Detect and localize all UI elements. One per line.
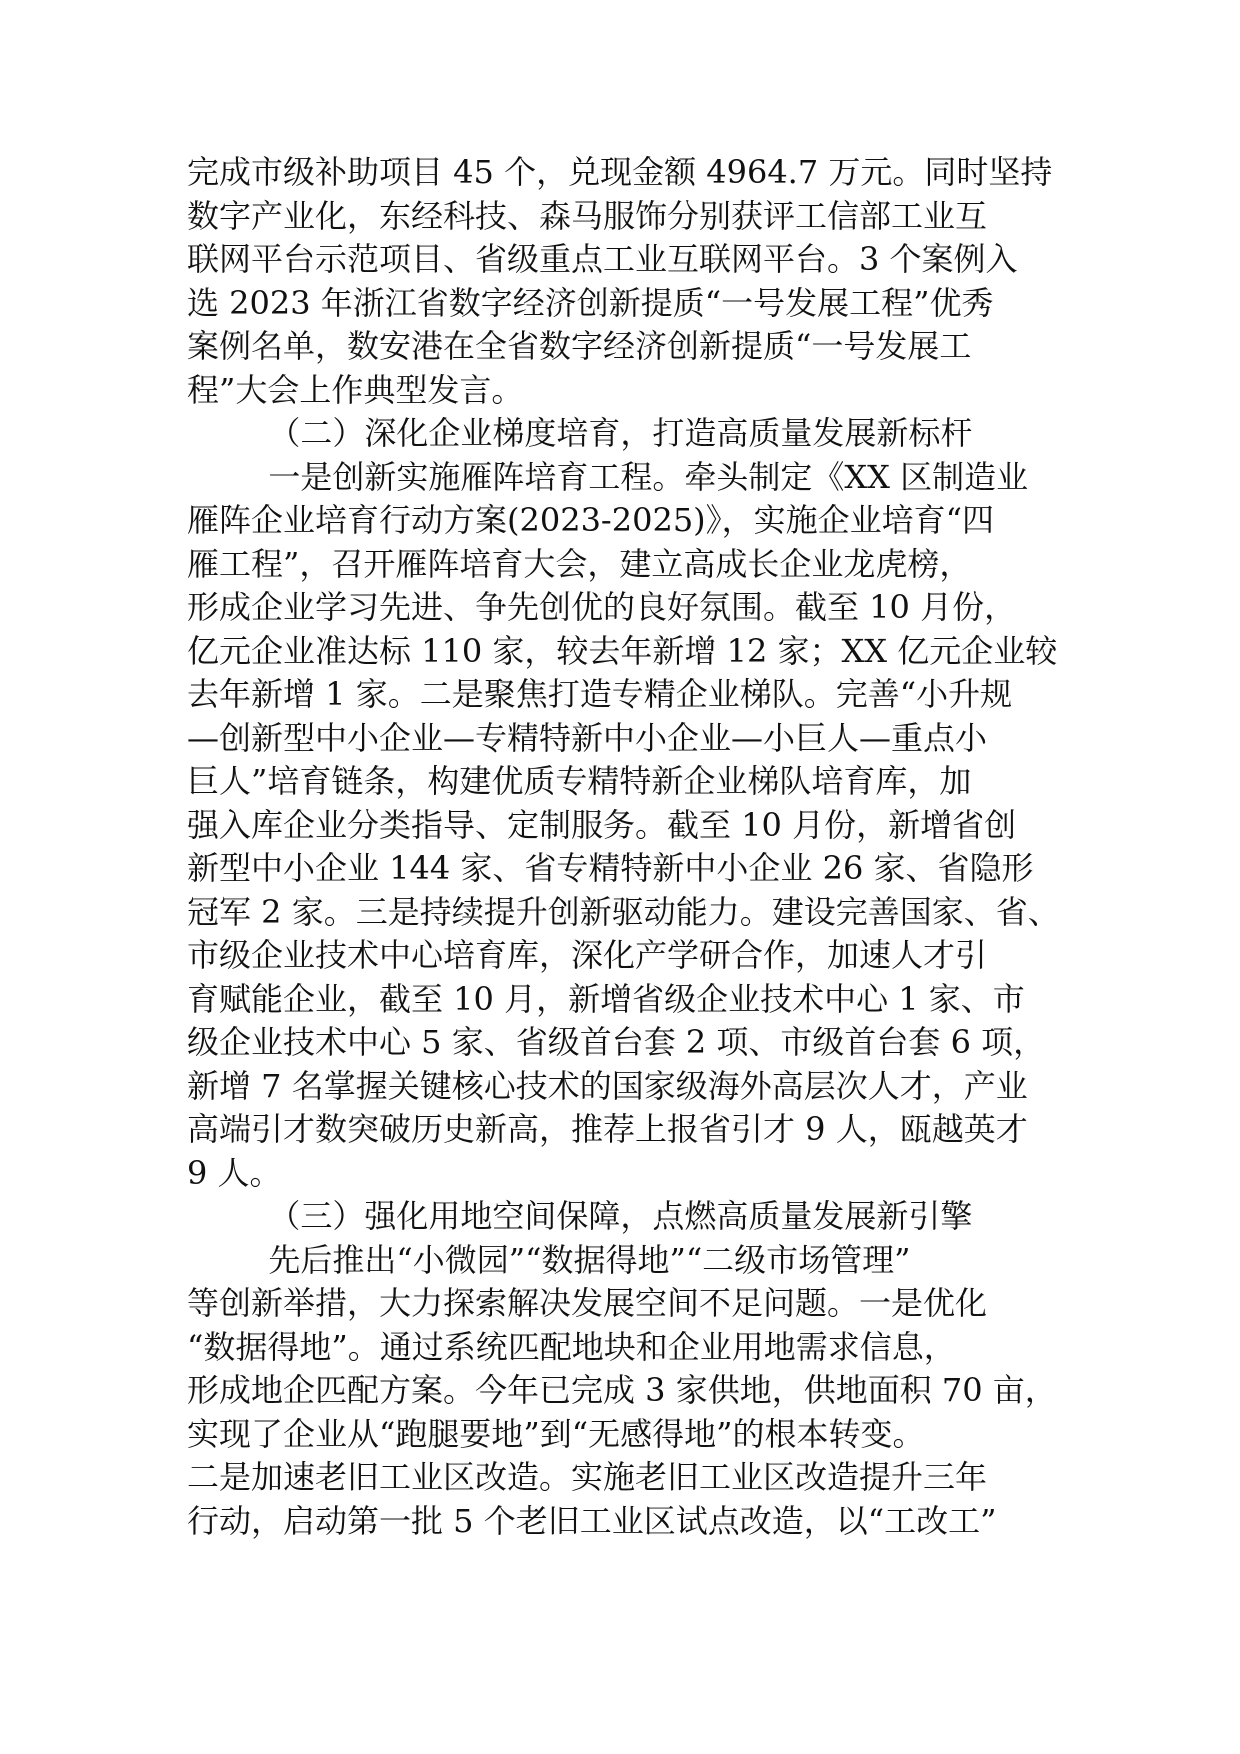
text-line: 雁阵企业培育行动方案(2023-2025)》，实施企业培育“四 [187,501,995,539]
text-line: 市级企业技术中心培育库，深化产学研合作，加速人才引 [187,936,988,974]
text-line: 级企业技术中心 5 家、省级首台套 2 项、市级首台套 6 项， [187,1023,1046,1061]
text-line: 案例名单，数安港在全省数字经济创新提质“一号发展工 [187,327,972,365]
text-line: —创新型中小企业—专精特新中小企业—小巨人—重点小 [187,718,988,757]
text-line: 新增 7 名掌握关键核心技术的国家级海外高层次人才，产业 [187,1066,1028,1105]
text-line: 等创新举措，大力探索解决发展空间不足问题。一是优化 [187,1284,988,1322]
text-line: “数据得地”。通过系统匹配地块和企业用地需求信息， [187,1327,956,1366]
section-heading: （三）强化用地空间保障，点燃高质量发展新引擎 [187,1197,973,1235]
text-line: 育赋能企业，截至 10 月，新增省级企业技术中心 1 家、市 [187,979,1025,1018]
text-line: 选 2023 年浙江省数字经济创新提质“一号发展工程”优秀 [187,283,994,322]
text-line: 雁工程”，召开雁阵培育大会，建立高成长企业龙虎榜， [187,544,972,583]
text-line: 新型中小企业 144 家、省专精特新中小企业 26 家、省隐形 [187,849,1034,887]
text-line: 形成地企匹配方案。今年已完成 3 家供地，供地面积 70 亩， [187,1371,1057,1409]
text-line: 亿元企业准达标 110 家，较去年新增 12 家；XX 亿元企业较 [187,631,1058,670]
text-line: 先后推出“小微园”“数据得地”“二级市场管理” [187,1240,911,1279]
text-line: 冠军 2 家。三是持续提升创新驱动能力。建设完善国家、省、 [187,892,1060,931]
text-line: 完成市级补助项目 45 个，兑现金额 4964.7 万元。同时坚持 [187,153,1053,191]
text-line: 一是创新实施雁阵培育工程。牵头制定《XX 区制造业 [187,457,1029,496]
text-line: 形成企业学习先进、争先创优的良好氛围。截至 10 月份， [187,588,1017,626]
text-line: 强入库企业分类指导、定制服务。截至 10 月份，新增省创 [187,805,1017,844]
text-line: 实现了企业从“跑腿要地”到“无感得地”的根本转变。 [187,1414,925,1453]
text-line: 9 人。 [187,1153,282,1192]
text-line: 巨人”培育链条，构建优质专精特新企业梯队培育库，加 [187,762,972,800]
body-text [187,151,1087,1543]
section-heading: （二）深化企业梯度培育，打造高质量发展新标杆 [187,414,973,452]
text-line: 行动，启动第一批 5 个老旧工业区试点改造，以“工改工” [187,1501,997,1540]
text-line: 二是加速老旧工业区改造。实施老旧工业区改造提升三年 [187,1458,988,1496]
text-line: 高端引才数突破历史新高，推荐上报省引才 9 人，瓯越英才 [187,1110,1028,1148]
text-line: 程”大会上作典型发言。 [187,370,524,409]
text-line: 去年新增 1 家。二是聚焦打造专精企业梯队。完善“小升规 [187,675,1013,713]
text-line: 联网平台示范项目、省级重点工业互联网平台。3 个案例入 [187,240,1018,278]
text-line: 数字产业化，东经科技、森马服饰分别获评工信部工业互 [187,196,988,235]
